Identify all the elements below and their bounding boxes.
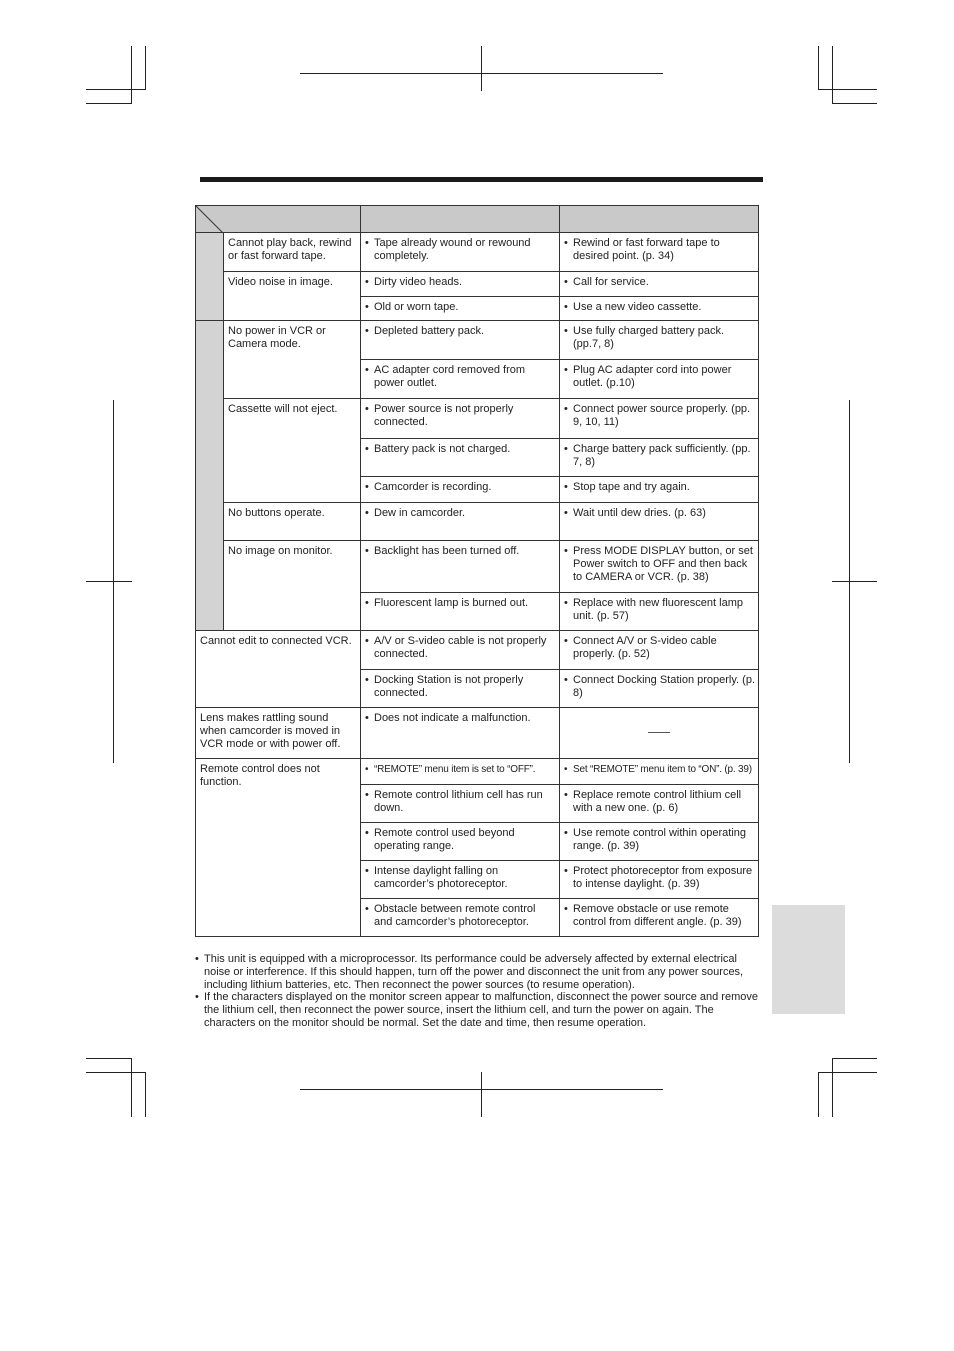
problem-cell: Lens makes rattling sound when camcorder is moved in VCR mode or with power off.	[195, 707, 361, 759]
remedy-cell: • Rewind or fast forward tape to desired point. (p. 34)	[559, 232, 759, 272]
category-strip-vcr	[195, 232, 224, 321]
cause-cell: • Camcorder is recording.	[360, 476, 560, 503]
cause-cell: • A/V or S-video cable is not properly connected.	[360, 630, 560, 670]
problem-cell: Video noise in image.	[223, 271, 361, 321]
remedy-cell: • Use remote control within operating range. (p. 39)	[559, 822, 759, 861]
note-item: • If the characters displayed on the monitor screen appear to malfunction, disconnect the power source and remove the lithium cell, then reconnect the power source, insert the lithium cell, and turn the power on again. The characters on the monitor should be normal. Set the date and time, then resume operation.	[195, 991, 761, 1029]
cause-cell: • Dew in camcorder.	[360, 502, 560, 541]
cause-cell: • “REMOTE” menu item is set to “OFF”.	[360, 758, 560, 785]
cause-cell: • Fluorescent lamp is burned out.	[360, 592, 560, 631]
remedy-cell: • Wait until dew dries. (p. 63)	[559, 502, 759, 541]
remedy-cell: • Use fully charged battery pack. (pp.7, 8)	[559, 320, 759, 360]
problem-cell: Cannot play back, rewind or fast forward tape.	[223, 232, 361, 272]
side-tab	[772, 905, 845, 1014]
cause-cell: • Remote control used beyond operating range.	[360, 822, 560, 861]
cause-cell: • Does not indicate a malfunction.	[360, 707, 560, 759]
cause-cell: • Old or worn tape.	[360, 296, 560, 321]
remedy-cell: • Use a new video cassette.	[559, 296, 759, 321]
remedy-cell-empty	[559, 707, 759, 759]
notes	[195, 953, 761, 1030]
problem-cell: Remote control does not function.	[195, 758, 361, 937]
cause-cell: • Battery pack is not charged.	[360, 438, 560, 477]
cause-cell: • Intense daylight falling on camcorder’s photoreceptor.	[360, 860, 560, 899]
problem-cell: Cassette will not eject.	[223, 398, 361, 503]
cause-cell: • Obstacle between remote control and camcorder’s photoreceptor.	[360, 898, 560, 937]
remedy-cell: • Press MODE DISPLAY button, or set Power switch to OFF and then back to CAMERA or VCR. (p. 38)	[559, 540, 759, 593]
problem-cell: No power in VCR or Camera mode.	[223, 320, 361, 399]
cause-cell: • Remote control lithium cell has run down.	[360, 784, 560, 823]
remedy-cell: • Call for service.	[559, 271, 759, 297]
remedy-cell: • Connect power source properly. (pp. 9, 10, 11)	[559, 398, 759, 439]
cause-cell: • Backlight has been turned off.	[360, 540, 560, 593]
note-item: • This unit is equipped with a microprocessor. Its performance could be adversely affected by external electrical noise or interference. If this should happen, turn off the power and disconnect the unit from any power sources, including lithium batteries, etc. Then reconnect the power sources (to resume operation).	[195, 953, 761, 991]
remedy-cell: • Replace with new fluorescent lamp unit. (p. 57)	[559, 592, 759, 631]
category-strip-power	[195, 320, 224, 631]
remedy-cell: • Protect photoreceptor from exposure to intense daylight. (p. 39)	[559, 860, 759, 899]
cause-cell: • Tape already wound or rewound completely.	[360, 232, 560, 272]
cause-cell: • AC adapter cord removed from power outlet.	[360, 359, 560, 399]
remedy-cell: • Replace remote control lithium cell with a new one. (p. 6)	[559, 784, 759, 823]
remedy-cell: • Connect A/V or S-video cable properly. (p. 52)	[559, 630, 759, 670]
diagonal-line	[195, 205, 361, 233]
problem-cell: Cannot edit to connected VCR.	[195, 630, 361, 708]
remedy-cell: • Plug AC adapter cord into power outlet. (p.10)	[559, 359, 759, 399]
cause-cell: • Docking Station is not properly connected.	[360, 669, 560, 708]
table-header-corner	[195, 205, 361, 233]
remedy-cell: • Stop tape and try again.	[559, 476, 759, 503]
cause-cell: • Power source is not properly connected.	[360, 398, 560, 439]
table-header-cause	[360, 205, 560, 233]
cause-cell: • Depleted battery pack.	[360, 320, 560, 360]
header-rule	[200, 177, 763, 182]
cause-cell: • Dirty video heads.	[360, 271, 560, 297]
table-header-remedy	[559, 205, 759, 233]
remedy-cell: • Remove obstacle or use remote control from different angle. (p. 39)	[559, 898, 759, 937]
remedy-cell: • Set “REMOTE” menu item to “ON”. (p. 39)	[559, 758, 759, 785]
problem-cell: No buttons operate.	[223, 502, 361, 541]
problem-cell: No image on monitor.	[223, 540, 361, 631]
dash-placeholder	[648, 732, 670, 733]
remedy-cell: • Connect Docking Station properly. (p. 8)	[559, 669, 759, 708]
remedy-cell: • Charge battery pack sufficiently. (pp. 7, 8)	[559, 438, 759, 477]
